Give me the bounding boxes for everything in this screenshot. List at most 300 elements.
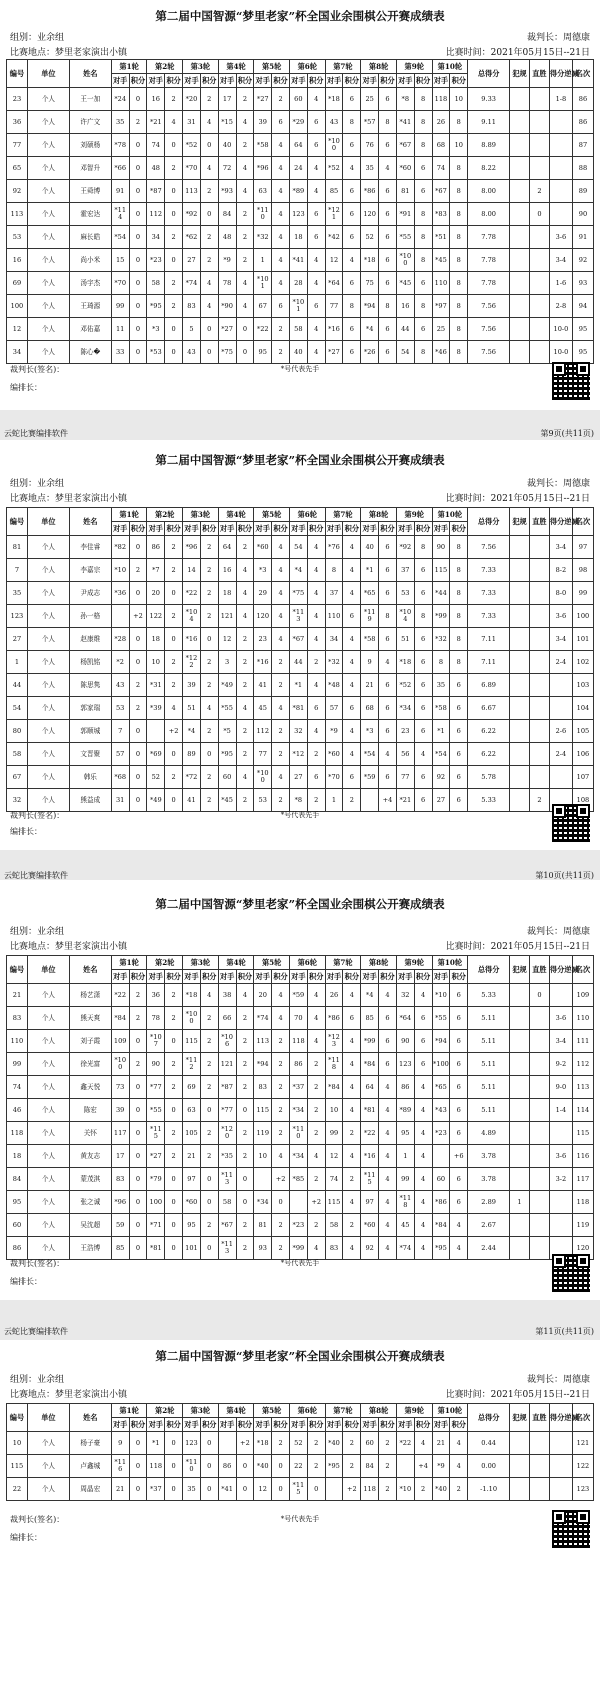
referee-label: 裁判长：周德康: [526, 479, 590, 489]
table-cell: 123: [7, 605, 28, 628]
table-cell: 8: [414, 134, 432, 157]
table-cell: 31: [183, 111, 201, 134]
table-cell: *27: [147, 1145, 165, 1168]
table-cell: 6: [379, 134, 397, 157]
col-header-points: 积分: [379, 74, 397, 88]
col-header-direct: 直胜: [529, 956, 549, 984]
table-cell: *35: [218, 1145, 236, 1168]
table-cell: *41: [289, 249, 307, 272]
first-move-note: *号代表先手: [280, 811, 320, 819]
table-cell: 64: [218, 536, 236, 559]
table-cell: 48: [147, 157, 165, 180]
table-cell: 个人: [27, 1455, 69, 1478]
table-cell: 个人: [27, 697, 69, 720]
editor-line: 编排长：: [10, 1277, 42, 1286]
table-cell: 个人: [27, 180, 69, 203]
table-cell: 个人: [27, 1099, 69, 1122]
table-cell: *11 3: [218, 1168, 236, 1191]
table-cell: *55: [147, 1099, 165, 1122]
table-cell: *60: [183, 1191, 201, 1214]
table-cell: 2: [129, 1007, 147, 1030]
col-header-points: 积分: [414, 1418, 432, 1432]
table-cell: 6: [414, 582, 432, 605]
col-header-points: 积分: [236, 74, 254, 88]
col-header-direct: 直胜: [529, 60, 549, 88]
table-cell: 2: [200, 1214, 218, 1237]
table-row: [7, 1122, 594, 1145]
table-row: [7, 1030, 594, 1053]
col-header-round: 第7轮: [325, 1404, 361, 1418]
table-cell: 0: [200, 1432, 218, 1455]
table-cell: 118: [147, 1455, 165, 1478]
table-cell: 8.22: [468, 157, 510, 180]
table-cell: *67: [289, 628, 307, 651]
table-cell: +2: [272, 1168, 290, 1191]
table-cell: 0: [307, 1478, 325, 1501]
first-move-note: *号代表先手: [280, 1259, 320, 1267]
table-cell: +4: [414, 1455, 432, 1478]
table-cell: 2: [272, 651, 290, 674]
col-header-foul: 犯规: [510, 60, 530, 88]
table-cell: 118: [7, 1122, 28, 1145]
table-cell: 74: [7, 1076, 28, 1099]
table-cell: 5.11: [468, 1007, 510, 1030]
col-header-opponent: 对手: [183, 970, 201, 984]
table-cell: *99: [432, 605, 450, 628]
col-header-points: 积分: [379, 970, 397, 984]
table-cell: *12 2: [183, 651, 201, 674]
table-cell: 2: [236, 628, 254, 651]
col-header-round: 第2轮: [147, 60, 183, 74]
table-cell: *15: [218, 111, 236, 134]
table-cell: 卢鑫城: [69, 1455, 111, 1478]
table-cell: 4: [414, 984, 432, 1007]
table-cell: [510, 1168, 530, 1191]
page-footer-3: [0, 1300, 600, 1340]
table-cell: [549, 1214, 572, 1237]
table-cell: *67: [396, 134, 414, 157]
table-cell: -1.10: [468, 1478, 510, 1501]
table-cell: *68: [111, 766, 129, 789]
table-cell: *52: [183, 134, 201, 157]
table-cell: 个人: [27, 157, 69, 180]
table-row: [7, 295, 594, 318]
editor-line: 编排长：: [10, 827, 42, 836]
table-cell: 2: [379, 1478, 397, 1501]
col-header-total: 总得分: [468, 508, 510, 536]
table-cell: 99: [396, 1168, 414, 1191]
col-header-opponent: 对手: [289, 1418, 307, 1432]
table-cell: 6: [450, 1168, 468, 1191]
score-table: [6, 1403, 594, 1501]
table-cell: [510, 111, 530, 134]
table-cell: 2: [165, 536, 183, 559]
table-cell: 0: [200, 341, 218, 364]
table-cell: *21: [147, 111, 165, 134]
table-cell: 4: [414, 1168, 432, 1191]
table-cell: *31: [147, 674, 165, 697]
table-cell: 0: [129, 1099, 147, 1122]
table-cell: 58: [7, 743, 28, 766]
table-cell: *78: [111, 134, 129, 157]
table-cell: 16: [218, 559, 236, 582]
table-cell: 73: [111, 1076, 129, 1099]
table-cell: 18: [289, 226, 307, 249]
table-cell: *71: [147, 1214, 165, 1237]
table-cell: 92: [361, 1237, 379, 1260]
table-cell: 4: [236, 697, 254, 720]
table-cell: 88: [572, 157, 593, 180]
editor-line: 编排长：: [10, 383, 42, 392]
table-cell: 2: [307, 1076, 325, 1099]
table-cell: 0: [236, 1455, 254, 1478]
table-cell: 1-8: [549, 88, 572, 111]
table-cell: 6: [379, 1030, 397, 1053]
col-header-points: 积分: [307, 74, 325, 88]
col-header-points: 积分: [343, 522, 361, 536]
table-cell: 86: [572, 88, 593, 111]
table-cell: 4: [272, 272, 290, 295]
table-cell: 0: [165, 1237, 183, 1260]
table-cell: 4: [414, 1214, 432, 1237]
table-cell: 117: [111, 1122, 129, 1145]
table-cell: 0: [165, 743, 183, 766]
table-cell: 0: [200, 1191, 218, 1214]
col-header-unit: 单位: [27, 508, 69, 536]
table-cell: *10 4: [396, 605, 414, 628]
table-cell: 6: [379, 720, 397, 743]
table-cell: 1: [7, 651, 28, 674]
table-cell: [510, 249, 530, 272]
table-cell: 58: [147, 272, 165, 295]
table-cell: 6: [414, 674, 432, 697]
table-cell: 4: [379, 1122, 397, 1145]
col-header-round: 第6轮: [289, 60, 325, 74]
table-cell: 2: [165, 766, 183, 789]
table-row: [7, 1237, 594, 1260]
table-cell: *65: [432, 1076, 450, 1099]
table-cell: 2: [165, 1007, 183, 1030]
table-cell: 9-0: [549, 1076, 572, 1099]
table-cell: *87: [218, 1076, 236, 1099]
table-cell: 2: [272, 1237, 290, 1260]
page-footer-1: [0, 410, 600, 440]
table-cell: 4: [414, 1145, 432, 1168]
table-cell: 0: [236, 1478, 254, 1501]
table-cell: 6: [343, 226, 361, 249]
table-cell: 2: [343, 1168, 361, 1191]
table-cell: 4: [343, 1076, 361, 1099]
table-cell: 个人: [27, 272, 69, 295]
table-cell: [529, 272, 549, 295]
table-cell: 2: [236, 249, 254, 272]
table-cell: 6: [379, 226, 397, 249]
col-header-opponent: 对手: [432, 970, 450, 984]
table-cell: 0: [165, 249, 183, 272]
table-cell: 6: [414, 628, 432, 651]
score-table: [6, 955, 594, 1260]
table-cell: 6: [272, 295, 290, 318]
table-cell: 个人: [27, 1168, 69, 1191]
table-cell: 8: [379, 295, 397, 318]
table-cell: 4: [307, 984, 325, 1007]
table-cell: 2: [307, 1455, 325, 1478]
table-cell: 2: [165, 651, 183, 674]
table-cell: 0: [129, 1168, 147, 1191]
col-header-points: 积分: [236, 522, 254, 536]
table-cell: 6: [450, 984, 468, 1007]
col-header-points: 积分: [379, 1418, 397, 1432]
table-cell: 2: [200, 1007, 218, 1030]
table-cell: *49: [218, 674, 236, 697]
col-header-opponent: 对手: [218, 522, 236, 536]
table-cell: *11 5: [289, 1478, 307, 1501]
table-cell: [529, 697, 549, 720]
table-cell: 3-2: [549, 1168, 572, 1191]
table-cell: 4: [307, 1007, 325, 1030]
col-header-opponent: 对手: [361, 522, 379, 536]
table-cell: 4: [200, 295, 218, 318]
table-cell: 王琦源: [69, 295, 111, 318]
table-cell: 6: [450, 1030, 468, 1053]
table-cell: 个人: [27, 582, 69, 605]
col-header-points: 积分: [165, 74, 183, 88]
table-cell: *96: [183, 536, 201, 559]
table-cell: 6: [307, 203, 325, 226]
table-cell: 4: [343, 1191, 361, 1214]
table-cell: 2: [272, 1214, 290, 1237]
table-cell: 86: [572, 111, 593, 134]
table-cell: 个人: [27, 88, 69, 111]
table-cell: *32: [254, 226, 272, 249]
table-cell: *45: [218, 789, 236, 812]
table-cell: 110: [325, 605, 343, 628]
table-cell: 0: [129, 272, 147, 295]
table-cell: 86: [218, 1455, 236, 1478]
table-cell: *93: [218, 180, 236, 203]
table-cell: [529, 582, 549, 605]
table-cell: 4: [414, 1237, 432, 1260]
table-cell: 32: [289, 720, 307, 743]
table-cell: 10: [7, 1432, 28, 1455]
col-header-opponent: 对手: [254, 74, 272, 88]
table-cell: 23: [396, 720, 414, 743]
table-cell: 2: [200, 1076, 218, 1099]
table-cell: *18: [325, 88, 343, 111]
col-header-round: 第2轮: [147, 956, 183, 970]
table-cell: 8: [450, 559, 468, 582]
table-cell: 89: [183, 743, 201, 766]
table-cell: 5.11: [468, 1030, 510, 1053]
table-cell: 4: [414, 1076, 432, 1099]
table-cell: 2: [165, 605, 183, 628]
table-cell: 0: [165, 1168, 183, 1191]
table-cell: 6: [379, 766, 397, 789]
table-cell: 123: [183, 1432, 201, 1455]
table-cell: *16: [183, 628, 201, 651]
table-cell: *11 0: [289, 1122, 307, 1145]
table-cell: 0: [129, 1455, 147, 1478]
table-cell: 4: [343, 1099, 361, 1122]
table-cell: 2: [236, 651, 254, 674]
score-table: [6, 507, 594, 812]
page-title: 第二届中国智源“梦里老家”杯全国业余围棋公开赛成绩表: [155, 9, 445, 23]
table-cell: 0: [165, 1030, 183, 1053]
table-cell: 2: [200, 536, 218, 559]
table-cell: *60: [396, 157, 414, 180]
table-cell: 0: [165, 180, 183, 203]
table-cell: 44: [396, 318, 414, 341]
table-cell: 86: [289, 1053, 307, 1076]
table-cell: [529, 1168, 549, 1191]
table-cell: 44: [289, 651, 307, 674]
table-cell: *65: [361, 582, 379, 605]
table-cell: 2: [307, 1168, 325, 1191]
page-number: 第9页(共11页): [540, 429, 594, 438]
table-cell: 邓智升: [69, 157, 111, 180]
table-cell: 6: [450, 720, 468, 743]
table-cell: 2: [200, 605, 218, 628]
page-title: 第二届中国智源“梦里老家”杯全国业余围棋公开赛成绩表: [155, 1349, 445, 1363]
col-header-round: 第9轮: [396, 60, 432, 74]
table-row: [7, 1432, 594, 1455]
table-row: [7, 697, 594, 720]
table-cell: *4: [289, 559, 307, 582]
table-cell: *90: [218, 295, 236, 318]
table-cell: 93: [572, 272, 593, 295]
table-cell: 个人: [27, 1053, 69, 1076]
group-label: 组别：业余组: [10, 927, 65, 937]
table-cell: 0: [200, 1168, 218, 1191]
table-cell: 10-0: [549, 318, 572, 341]
table-cell: 2: [236, 536, 254, 559]
table-cell: 4: [272, 628, 290, 651]
col-header-points: 积分: [343, 74, 361, 88]
table-cell: [529, 295, 549, 318]
col-header-points: 积分: [414, 522, 432, 536]
table-cell: 58: [289, 318, 307, 341]
table-cell: 53: [254, 789, 272, 812]
col-header-round: 第1轮: [111, 60, 147, 74]
table-cell: 陈宏: [69, 1099, 111, 1122]
table-cell: 6: [343, 203, 361, 226]
table-cell: 5.11: [468, 1076, 510, 1099]
table-cell: 7.33: [468, 605, 510, 628]
col-header-opponent: 对手: [183, 74, 201, 88]
table-cell: 2: [307, 1214, 325, 1237]
table-cell: 104: [572, 697, 593, 720]
table-cell: *36: [111, 582, 129, 605]
table-cell: 6: [450, 1191, 468, 1214]
table-cell: *11 3: [289, 605, 307, 628]
table-cell: 111: [572, 1030, 593, 1053]
table-cell: 64: [361, 1076, 379, 1099]
table-cell: 0: [200, 628, 218, 651]
table-cell: 1: [510, 1191, 530, 1214]
table-cell: *34: [254, 1191, 272, 1214]
table-cell: 2: [129, 697, 147, 720]
table-cell: 8: [450, 318, 468, 341]
table-cell: 118: [289, 1030, 307, 1053]
time-label: 比赛时间：2021年05月15日--21日: [445, 494, 590, 504]
table-cell: *4: [183, 720, 201, 743]
table-cell: 8: [450, 628, 468, 651]
table-cell: 2: [165, 226, 183, 249]
table-cell: 2: [236, 674, 254, 697]
table-cell: *27: [218, 318, 236, 341]
table-cell: 4: [379, 651, 397, 674]
table-cell: [510, 1053, 530, 1076]
table-cell: 2: [236, 1007, 254, 1030]
table-cell: 6: [414, 559, 432, 582]
table-cell: 44: [7, 674, 28, 697]
software-label: 云蛇比赛编排软件: [4, 871, 68, 880]
table-cell: 7.11: [468, 628, 510, 651]
table-cell: 10: [450, 134, 468, 157]
table-cell: 40: [289, 341, 307, 364]
table-cell: 113: [572, 1076, 593, 1099]
table-cell: 0: [165, 1214, 183, 1237]
table-cell: *58: [254, 134, 272, 157]
table-cell: [549, 1455, 572, 1478]
table-cell: 2: [379, 1432, 397, 1455]
table-cell: 10-0: [549, 341, 572, 364]
col-header-points: 积分: [414, 74, 432, 88]
table-cell: 2: [165, 984, 183, 1007]
table-cell: 105: [572, 720, 593, 743]
col-header-round: 第10轮: [432, 60, 468, 74]
table-cell: *91: [396, 203, 414, 226]
table-cell: 4: [272, 582, 290, 605]
table-cell: [529, 1237, 549, 1260]
col-header-no: 编号: [7, 956, 28, 984]
table-cell: 文晋聚: [69, 743, 111, 766]
table-cell: 0: [129, 203, 147, 226]
table-cell: 6: [379, 628, 397, 651]
table-cell: *95: [325, 1455, 343, 1478]
table-cell: *99: [361, 1030, 379, 1053]
table-cell: [510, 1237, 530, 1260]
table-cell: [510, 88, 530, 111]
table-cell: 0: [200, 1099, 218, 1122]
col-header-opponent: 对手: [325, 1418, 343, 1432]
table-cell: *60: [254, 536, 272, 559]
table-cell: 5.33: [468, 984, 510, 1007]
table-cell: 0: [129, 1122, 147, 1145]
table-cell: 2: [200, 1053, 218, 1076]
meta-row-1: [10, 476, 590, 489]
table-cell: 4: [272, 766, 290, 789]
table-cell: 6: [414, 157, 432, 180]
table-cell: 52: [289, 1432, 307, 1455]
table-row: [7, 1076, 594, 1099]
table-cell: [510, 134, 530, 157]
table-cell: *87: [147, 180, 165, 203]
table-cell: +2: [236, 1432, 254, 1455]
col-header-name: 姓名: [69, 508, 111, 536]
table-cell: 8: [414, 536, 432, 559]
table-cell: *20: [183, 88, 201, 111]
table-cell: [510, 674, 530, 697]
table-cell: 汤宇杰: [69, 272, 111, 295]
table-cell: 4: [307, 180, 325, 203]
table-cell: 2: [200, 226, 218, 249]
table-cell: 5.78: [468, 766, 510, 789]
table-cell: *94: [361, 295, 379, 318]
table-cell: *52: [396, 674, 414, 697]
table-cell: [529, 226, 549, 249]
table-cell: 2: [529, 180, 549, 203]
